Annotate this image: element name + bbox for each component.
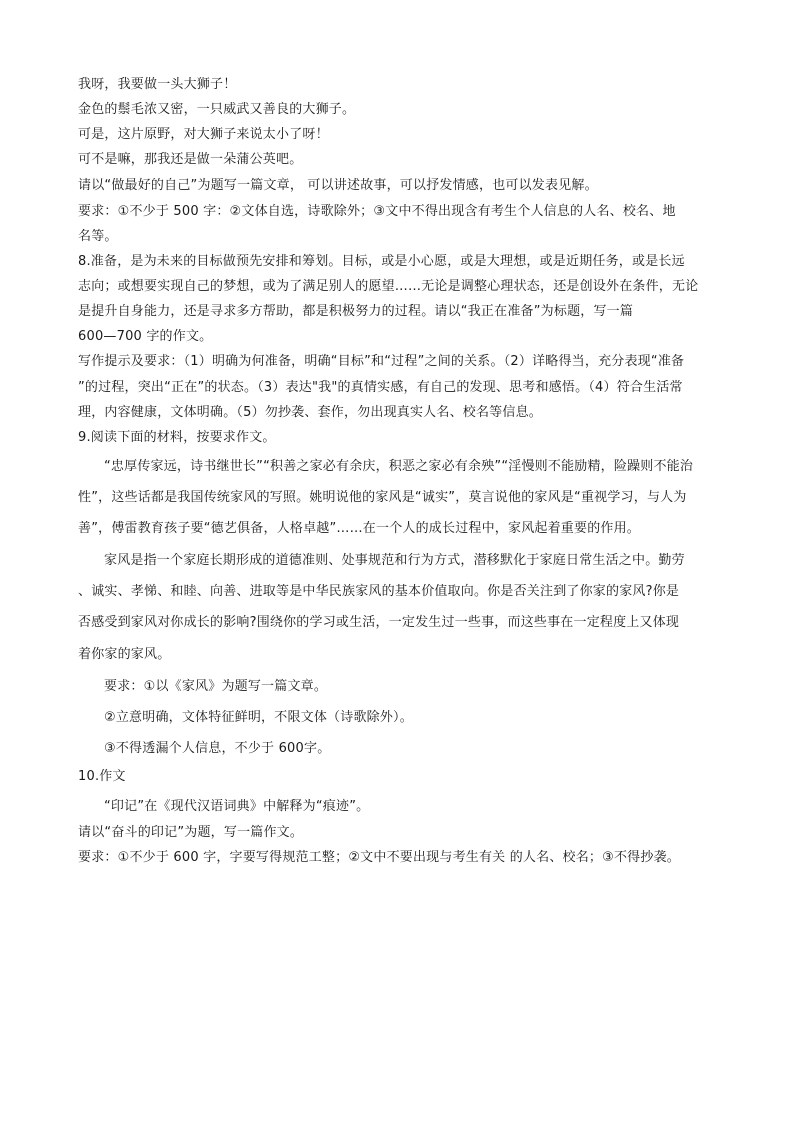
q9-para2-line-3: 否感受到家风对你成长的影响?围绕你的学习或生活，一定发生过一些事，而这些事在一定程度上又体现 [78, 615, 680, 630]
q9-para2-line-1: 家风是指一个家庭长期形成的道德准则、处事规范和行为方式，潜移默化于家庭日常生活之中。勤劳 [104, 553, 685, 568]
q8-hints-2: ”的过程，突出“正在”的状态。（3）表达"我"的真情实感，有自己的发现、思考和感悟。（4）符合生活常 [78, 380, 683, 395]
q8-line-2: 志向；或想要实现自己的梦想，或为了满足别人的愿望……无论是调整心理状态，还是创设外在条件，无论 [78, 279, 699, 294]
q9-para2-line-2: 、诚实、孝悌、和睦、向善、进取等是中华民族家风的基本价值取向。你是否关注到了你家的家风?你是 [78, 584, 680, 599]
q9-requirement-3: ③不得透漏个人信息，不少于 600字。 [104, 741, 331, 756]
q8-line-1: 8.准备，是为未来的目标做预先安排和筹划。目标，或是小心愿，或是大理想，或是近期任务，或是长远 [78, 254, 685, 269]
q9-para1-line-2: 性”，这些话都是我国传统家风的写照。姚明说他的家风是“诚实”，莫言说他的家风是“重视学习，与人为 [78, 490, 687, 505]
q10-prompt: 请以“奋斗的印记”为题，写一篇作文。 [78, 825, 304, 840]
q8-line-4: 600—700 字的作文。 [78, 329, 213, 344]
q9-requirement-2: ②立意明确，文体特征鲜明，不限文体（诗歌除外）。 [104, 710, 413, 725]
q10-requirements: 要求：①不少于 600 字，字要写得规范工整；②文中不要出现与考生有关 的人名、校名；③不得抄袭。 [78, 850, 680, 865]
q9-heading: 9.阅读下面的材料，按要求作文。 [78, 430, 276, 445]
q10-heading: 10.作文 [78, 769, 126, 784]
q8-hints-3: 理，内容健康，文体明确。（5）勿抄袭、套作，勿出现真实人名、校名等信息。 [78, 405, 542, 420]
q10-definition: “印记”在《现代汉语词典》中解释为“痕迹”。 [104, 799, 370, 814]
intro-prompt: 请以“做最好的自己”为题写一篇文章， 可以讲述故事，可以抒发情感，也可以发表见解。 [78, 178, 598, 193]
intro-requirements: 要求：①不少于 500 字：②文体自选，诗歌除外；③文中不得出现含有考生个人信息的人名、校名、地 [78, 204, 676, 219]
intro-line-3: 可是，这片原野，对大狮子来说太小了呀！ [78, 127, 329, 142]
q9-requirement-1: 要求：①以《家风》为题写一篇文章。 [104, 679, 328, 694]
intro-line-2: 金色的鬃毛浓又密，一只威武又善良的大狮子。 [78, 102, 356, 117]
intro-requirements-cont: 名等。 [78, 229, 118, 244]
intro-line-4: 可不是嘛，那我还是做一朵蒲公英吧。 [78, 152, 303, 167]
intro-line-1: 我呀，我要做一头大狮子！ [78, 77, 237, 92]
q9-para2-line-4: 着你家的家风。 [78, 647, 171, 662]
q9-para1-line-1: “忠厚传家远，诗书继世长”“积善之家必有余庆，积恶之家必有余殃”“淫慢则不能励精，险躁则不能治 [104, 459, 694, 474]
q8-line-3: 是提升自身能力，还是寻求多方帮助，都是积极努力的过程。请以“我正在准备”为标题，写一篇 [78, 304, 634, 319]
q8-hints-1: 写作提示及要求：（1）明确为何准备，明确“目标”和“过程”之间的关系。（2）详略得当，充分表现“准备 [78, 354, 685, 369]
q9-para1-line-3: 善”，傅雷教育孩子要“德艺俱备，人格卓越”……在一个人的成长过程中，家风起着重要的作用。 [78, 521, 641, 536]
